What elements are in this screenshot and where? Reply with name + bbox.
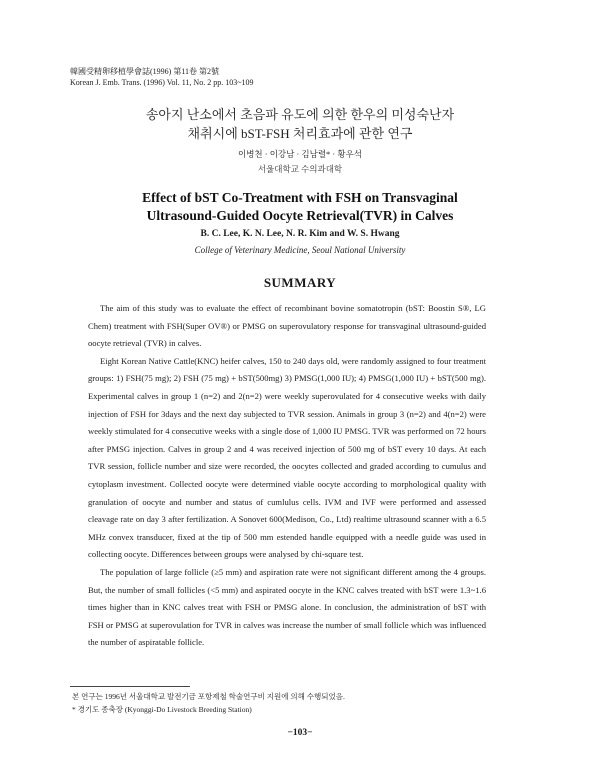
english-authors: B. C. Lee, K. N. Lee, N. R. Kim and W. S. Hwang: [200, 229, 400, 239]
footnote-affiliation: * 경기도 종축장 (Kyonggi-Do Livestock Breeding Station): [72, 705, 252, 714]
english-affiliation: College of Veterinary Medicine, Seoul National University: [194, 245, 406, 255]
journal-citation-english: Korean J. Emb. Trans. (1996) Vol. 11, No. 2 pp. 103~109: [70, 78, 254, 87]
journal-header: [70, 66, 254, 88]
korean-title-line-2: 채취시에 bST-FSH 처리효과에 관한 연구: [187, 126, 413, 141]
summary-paragraph-1: The aim of this study was to evaluate the effect of recombinant bovine somatotropin (bST: Boostin S®, LG Chem) treatment with FSH(Super OV®) or PMSG on superovulatory response for transvaginal ultrasound-guided oocyte retrieval (TVR) in calves.: [88, 303, 486, 349]
korean-affiliation: 서울대학교 수의과대학: [257, 164, 343, 174]
journal-citation-korean: 韓國受精卵移植學會誌(1996) 第11卷 第2號: [70, 67, 220, 76]
footnote-divider: [70, 686, 190, 687]
summary-paragraph-2: Eight Korean Native Cattle(KNC) heifer calves, 150 to 240 days old, were randomly assigned to four treatment groups: 1) FSH(75 mg); 2) FSH (75 mg) + bST(500mg) 3) PMSG(1,000 IU); 4) PMSG(1,000 IU) + bST(500 mg). Experimental calves in group 1 (n=2) and 2(n=2) were weekly superovulated for 4 consecutive weeks with daily injection of FSH for 3days and the next day subjected to TVR session. Animals in group 3 (n=2) and 4(n=2) were weekly stimulated for 4 consecutive weeks with a single dose of 1,000 IU PMSG. TVR was performed on 72 hours after PMSG injection. Calves in group 2 and 4 was received injection of 500 mg of bST every 10 days. At each TVR session, follicle number and size were recorded, the oocytes collected and graded according to cumulus and cytoplasm investment. Collected oocyte were determined viable oocyte according to morphological quality with granulation of oocyte and number and status of cumlulus cells. IVM and IVF were performed and assessed cleavage rate on day 3 after fertilization. A Sonovet 600(Medison, Co., Ltd) realtime ultrasound scanner with a 6.5 MHz convex transducer, fixed at the tip of 500 mm estended handle equipped with a needle guide was used in collecting oocyte. Differences between groups were analysed by chi-square test.: [88, 355, 486, 560]
english-title-line-2: Ultrasound-Guided Oocyte Retrieval(TVR) in Calves: [146, 208, 454, 223]
summary-paragraph-3: The population of large follicle (≥5 mm) and aspiration rate were not significant different among the 4 groups. But, the number of small follicles (<5 mm) and aspirated oocyte in the KNC calves treated with bST were 1.3~1.6 times higher than in KNC calves treat with FSH or PMSG alone. In conclusion, the administration of bST with FSH or PMSG at superovulation for TVR in calves was increase the number of small follicle which was influenced the number of aspiratable follicle.: [88, 566, 486, 648]
footnote-funding: 본 연구는 1996년 서울대학교 발전기금 포항제철 학술연구비 지원에 의해 수행되었음.: [72, 692, 345, 701]
english-title-line-1: Effect of bST Co-Treatment with FSH on Transvaginal: [142, 190, 458, 205]
summary-heading: SUMMARY: [263, 275, 337, 290]
summary-body: [88, 300, 486, 652]
korean-title-line-1: 송아지 난소에서 초음파 유도에 의한 한우의 미성숙난자: [145, 107, 455, 122]
page-number: −103−: [287, 728, 313, 738]
korean-authors: 이병천 · 이강남 · 김남렬* · 황우석: [237, 149, 363, 159]
